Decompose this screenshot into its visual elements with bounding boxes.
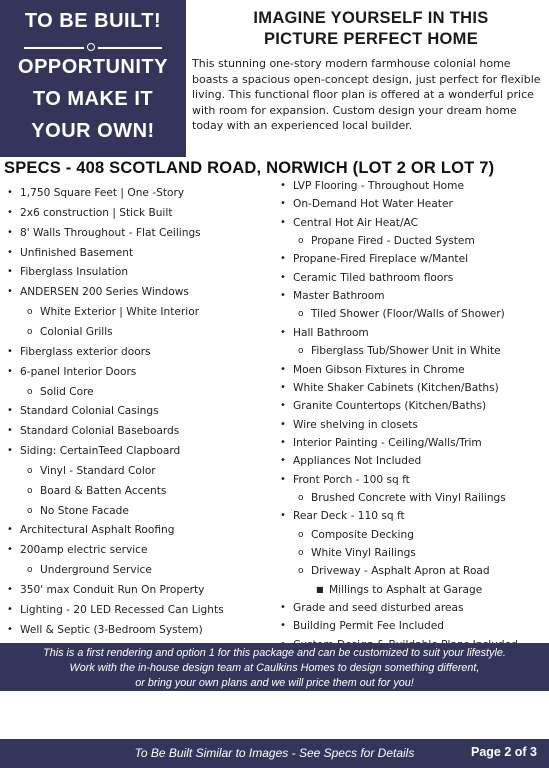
bullet-icon: • [7, 365, 13, 377]
spec-item-text: Standard Colonial Baseboards [20, 425, 180, 438]
hollow-bullet-icon: o [298, 236, 304, 247]
spec-item [280, 619, 445, 633]
bullet-icon: • [280, 253, 286, 265]
hollow-bullet-icon: o [27, 465, 33, 476]
hollow-bullet-icon: o [298, 309, 304, 320]
hollow-bullet-icon: o [27, 485, 33, 496]
spec-item [27, 484, 167, 498]
spec-item [280, 289, 385, 303]
spec-item [298, 344, 501, 358]
spec-item-text: Building Permit Fee Included [293, 620, 445, 633]
bullet-icon: • [7, 266, 13, 278]
headline-line-2: PICTURE PERFECT HOME [263, 30, 479, 48]
hollow-bullet-icon: o [298, 492, 304, 503]
bullet-icon: • [7, 623, 13, 635]
hollow-bullet-icon: o [298, 529, 304, 540]
spec-item [27, 563, 152, 577]
bullet-icon: • [7, 246, 13, 258]
spec-item [280, 216, 418, 230]
bullet-icon: • [280, 418, 286, 430]
spec-item [7, 285, 189, 299]
spec-item [27, 385, 94, 399]
spec-item-text: Wire shelving in closets [293, 418, 418, 431]
page-number: Page 2 of 3 [471, 745, 537, 759]
spec-item-text: Propane Fired - Ducted System [311, 235, 475, 248]
spec-item-text: Fiberglass exterior doors [20, 345, 151, 358]
spec-item-text: 8' Walls Throughout - Flat Ceilings [20, 226, 201, 239]
bullet-icon: • [280, 473, 286, 485]
spec-item-text: Lighting - 20 LED Recessed Can Lights [20, 603, 224, 616]
spec-item [7, 523, 175, 537]
spec-item-text: Colonial Grills [40, 325, 113, 338]
headline-banner [0, 0, 186, 157]
bullet-icon: • [7, 524, 13, 536]
spec-item-text: 200amp electric service [20, 544, 148, 557]
spec-item [280, 381, 499, 395]
spec-item [280, 197, 453, 211]
spec-item-text: ANDERSEN 200 Series Windows [20, 286, 189, 299]
intro-paragraph: This stunning one-story modern farmhouse colonial home boasts a spacious open-concept design, just perfect for flexible living. This functional floor plan is offered at a wonderful price with room for expansion. Custom design your dream home today with an experienced local builder. [192, 57, 541, 132]
bullet-icon: • [280, 363, 286, 375]
spec-item-text: Propane-Fired Fireplace w/Mantel [293, 253, 469, 266]
spec-item-text: Granite Countertops (Kitchen/Baths) [293, 400, 487, 413]
banner-line-3: TO MAKE IT [32, 88, 154, 110]
spec-item [298, 491, 506, 505]
spec-item-text: Fiberglass Tub/Shower Unit in White [311, 345, 501, 358]
bottom-caption: To Be Built Similar to Images - See Specs for Details [134, 746, 415, 760]
spec-item [7, 404, 159, 418]
bullet-icon: • [7, 425, 13, 437]
spec-item [7, 583, 205, 597]
spec-item-text: White Vinyl Railings [311, 547, 416, 559]
spec-item [7, 424, 180, 438]
spec-item-text: 350' max Conduit Run On Property [20, 584, 205, 596]
spec-item [298, 528, 414, 542]
bullet-icon: • [280, 455, 286, 467]
spec-item [280, 399, 487, 413]
spec-item-text: Moen Gibson Fixtures in Chrome [293, 363, 465, 376]
spec-item-text: Front Porch - 100 sq ft [293, 473, 410, 486]
spec-item [280, 418, 418, 432]
spec-item [280, 473, 410, 487]
spec-item [280, 509, 405, 523]
spec-item [280, 179, 464, 193]
spec-item [7, 603, 224, 617]
spec-item-text: White Shaker Cabinets (Kitchen/Baths) [293, 381, 499, 394]
spec-item [27, 325, 113, 339]
footer-line-2: Work with the in-house design team at Caulkins Homes to design something different, [69, 662, 480, 674]
specs-title: SPECS - 408 SCOTLAND ROAD, NORWICH (LOT 2 OR LOT 7) [4, 159, 495, 177]
spec-item-text: Architectural Asphalt Roofing [20, 524, 175, 537]
bullet-icon: • [7, 603, 13, 615]
hollow-bullet-icon: o [27, 505, 33, 516]
hollow-bullet-icon: o [298, 548, 304, 558]
spec-item-text: Tiled Shower (Floor/Walls of Shower) [311, 308, 505, 321]
bullet-icon: • [7, 544, 13, 556]
banner-line-2: OPPORTUNITY [18, 56, 168, 78]
bullet-icon: • [280, 510, 286, 522]
bullet-icon: • [7, 445, 13, 457]
spec-item-text: Master Bathroom [293, 290, 385, 303]
bullet-icon: • [280, 381, 286, 393]
bullet-icon: • [280, 436, 286, 448]
spec-item [7, 246, 134, 260]
spec-item-text: Siding: CertainTeed Clapboard [20, 445, 181, 458]
spec-item-text: Standard Colonial Casings [20, 405, 159, 418]
hollow-bullet-icon: o [27, 386, 33, 397]
spec-item [280, 326, 369, 340]
spec-item-text: 6-panel Interior Doors [20, 365, 137, 378]
spec-item-text: Hall Bathroom [293, 326, 369, 339]
spec-item-text: Brushed Concrete with Vinyl Railings [311, 491, 506, 504]
bullet-icon: • [7, 187, 13, 198]
bullet-icon: • [7, 584, 13, 595]
spec-item [7, 444, 181, 458]
spec-item-text: Vinyl - Standard Color [40, 464, 156, 477]
bullet-icon: • [280, 620, 286, 632]
banner-divider [24, 43, 162, 53]
bullet-icon: • [7, 226, 13, 238]
headline-line-1: IMAGINE YOURSELF IN THIS [253, 9, 489, 27]
spec-item [7, 186, 185, 200]
spec-item-text: Driveway - Asphalt Apron at Road [311, 565, 490, 578]
spec-item [27, 504, 129, 518]
spec-item [298, 307, 505, 321]
bullet-icon: • [280, 216, 286, 228]
spec-item-text: Unfinished Basement [20, 246, 134, 259]
spec-item [7, 365, 137, 379]
bullet-icon: • [280, 400, 286, 412]
spec-item [280, 454, 422, 468]
spec-item [7, 623, 203, 637]
hollow-bullet-icon: o [298, 566, 304, 577]
footer-line-1: This is a first rendering and option 1 for this package and can be customized to suit your lifestyle. [43, 647, 506, 659]
spec-item-text: Grade and seed disturbed areas [293, 602, 464, 615]
hollow-bullet-icon: o [27, 565, 33, 576]
bullet-icon: • [7, 206, 13, 218]
bullet-icon: • [7, 286, 13, 298]
spec-item [7, 345, 151, 359]
spec-item-text: Board & Batten Accents [40, 484, 167, 497]
spec-item [298, 564, 490, 578]
spec-item [280, 436, 482, 450]
bullet-icon: • [280, 602, 286, 614]
spec-item [316, 583, 483, 597]
spec-item [298, 234, 475, 248]
spec-item-text: Central Hot Air Heat/AC [293, 216, 418, 229]
spec-item-text: Underground Service [40, 564, 152, 577]
bullet-icon: • [7, 405, 13, 417]
hollow-bullet-icon: o [27, 307, 33, 318]
spec-item-text: Appliances Not Included [293, 455, 422, 468]
bullet-icon: • [7, 345, 13, 357]
spec-item-text: Composite Decking [311, 528, 414, 541]
bullet-icon: • [280, 180, 286, 191]
spec-item [7, 543, 148, 557]
bullet-icon: • [280, 271, 286, 283]
spec-item [280, 601, 464, 615]
spec-item [7, 265, 129, 279]
spec-item [7, 206, 173, 220]
banner-line-4: YOUR OWN! [31, 120, 155, 142]
hollow-bullet-icon: o [27, 326, 33, 337]
square-bullet-icon: ■ [316, 584, 324, 594]
spec-item [280, 363, 465, 377]
footer-note [0, 643, 549, 691]
spec-item [280, 271, 454, 285]
spec-item [298, 546, 416, 560]
spec-item-text: Interior Painting - Ceiling/Walls/Trim [293, 436, 482, 449]
bullet-icon: • [280, 290, 286, 302]
spec-item-text: Fiberglass Insulation [20, 266, 129, 279]
bullet-icon: • [280, 198, 286, 210]
spec-item [27, 464, 156, 478]
spec-item-text: Millings to Asphalt at Garage [329, 583, 483, 596]
spec-item-text: Well & Septic (3-Bedroom System) [20, 623, 203, 636]
spec-item-text: 1,750 Square Feet | One -Story [20, 187, 185, 199]
spec-item [27, 305, 200, 319]
spec-item-text: No Stone Facade [40, 504, 129, 517]
spec-item-text: On-Demand Hot Water Heater [293, 198, 453, 211]
banner-line-1: TO BE BUILT! [24, 10, 162, 32]
spec-item-text: Solid Core [40, 385, 94, 398]
footer-line-3: or bring your own plans and we will price them out for you! [135, 677, 414, 689]
spec-item [7, 226, 201, 240]
spec-item-text: Ceramic Tiled bathroom floors [293, 271, 454, 284]
bottom-bar [0, 739, 549, 768]
spec-item [280, 252, 469, 266]
spec-item-text: White Exterior | White Interior [40, 306, 200, 319]
hollow-bullet-icon: o [298, 346, 304, 357]
spec-item-text: LVP Flooring - Throughout Home [293, 180, 464, 192]
spec-item-text: 2x6 construction | Stick Built [20, 206, 173, 219]
bullet-icon: • [280, 326, 286, 338]
spec-item-text: Rear Deck - 110 sq ft [293, 510, 405, 523]
